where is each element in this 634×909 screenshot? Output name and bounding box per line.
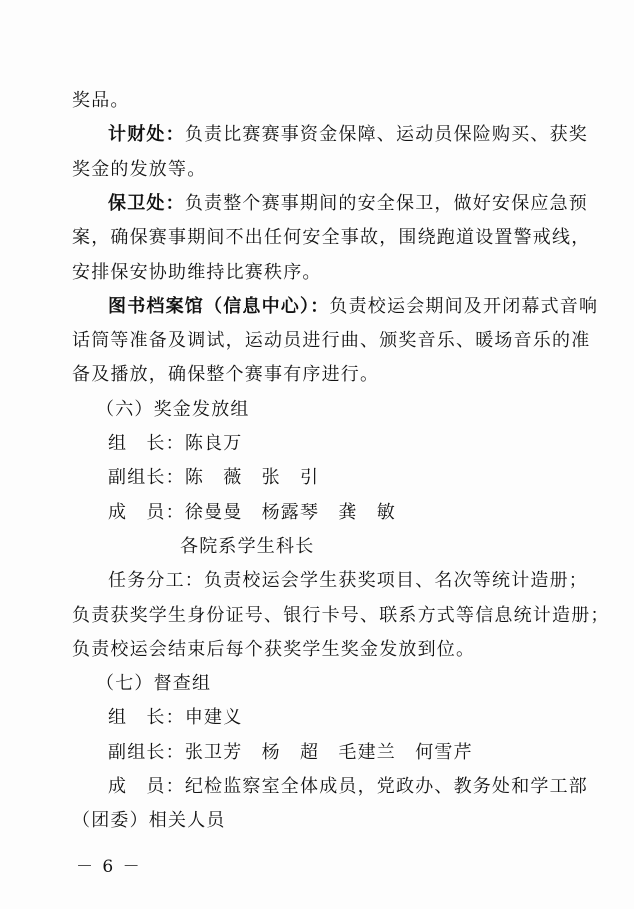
section-heading-security: 保卫处： [108, 193, 185, 214]
role-label: 成 员： [108, 776, 185, 797]
text-line-15 [108, 568, 588, 594]
role-label: 组 长： [108, 707, 185, 728]
member-names: 张卫芳 杨 超 毛建兰 何雪芹 [184, 742, 473, 763]
role-label: 成 员： [108, 502, 185, 523]
text-line-19 [108, 705, 242, 731]
line-text: 奖品。 [72, 90, 130, 111]
group-heading-supervision: （七）督查组 [96, 673, 212, 694]
member-names: 各院系学生科长 [180, 536, 315, 557]
page-number: － 6 － [76, 857, 142, 877]
member-names: 纪检监察室全体成员，党政办、教务处和学工部 [184, 776, 589, 797]
text-line-14 [180, 534, 314, 560]
line-text: 负责获奖学生身份证号、银行卡号、联系方式等信息统计造册； [72, 605, 610, 626]
member-names: 申建义 [184, 707, 243, 728]
role-label: 副组长： [108, 742, 185, 763]
group-heading-bonus: （六）奖金发放组 [96, 399, 250, 420]
text-line-20 [108, 740, 473, 766]
line-text: 负责校运会结束后每个获奖学生奖金发放到位。 [72, 639, 476, 660]
role-label: 副组长： [108, 467, 185, 488]
text-line-12 [108, 465, 319, 491]
line-text: 负责整个赛事期间的安全保卫，做好安保应急预 [184, 193, 589, 214]
line-text: 负责比赛赛事资金保障、运动员保险购买、获奖 [184, 124, 589, 145]
text-line-10 [96, 397, 250, 423]
text-line-6 [72, 260, 322, 286]
text-line-3 [72, 157, 206, 183]
line-text: 任务分工：负责校运会学生获奖项目、名次等统计造册； [108, 570, 588, 591]
text-line-21 [108, 774, 588, 800]
member-names: 徐曼曼 杨露琴 龚 敏 [184, 502, 397, 523]
line-text: 案，确保赛事期间不出任何安全事故，围绕跑道设置警戒线， [72, 227, 591, 248]
member-names: 陈良万 [184, 433, 243, 454]
line-text: 话筒等准备及调试，运动员进行曲、颁奖音乐、暖场音乐的准 [72, 330, 591, 351]
text-line-2 [108, 122, 588, 148]
text-line-1 [72, 88, 130, 114]
text-line-22 [72, 808, 226, 834]
text-line-11 [108, 431, 242, 457]
text-line-4 [108, 191, 588, 217]
text-line-8 [72, 328, 590, 354]
line-text: 安排保安协助维持比赛秩序。 [72, 262, 322, 283]
section-heading-library: 图书档案馆（信息中心）： [108, 296, 330, 317]
text-line-16 [72, 603, 610, 629]
role-label: 组 长： [108, 433, 185, 454]
member-names: 陈 薇 张 引 [184, 467, 320, 488]
member-names: （团委）相关人员 [72, 810, 226, 831]
text-line-13 [108, 500, 396, 526]
text-line-18 [96, 671, 211, 697]
line-text: 备及播放，确保整个赛事有序进行。 [72, 364, 380, 385]
text-line-7 [108, 294, 598, 320]
section-heading-finance: 计财处： [108, 124, 185, 145]
text-line-5 [72, 225, 590, 251]
line-text: 负责校运会期间及开闭幕式音响 [329, 296, 599, 317]
text-line-9 [72, 362, 379, 388]
text-line-17 [72, 637, 475, 663]
line-text: 奖金的发放等。 [72, 159, 207, 180]
